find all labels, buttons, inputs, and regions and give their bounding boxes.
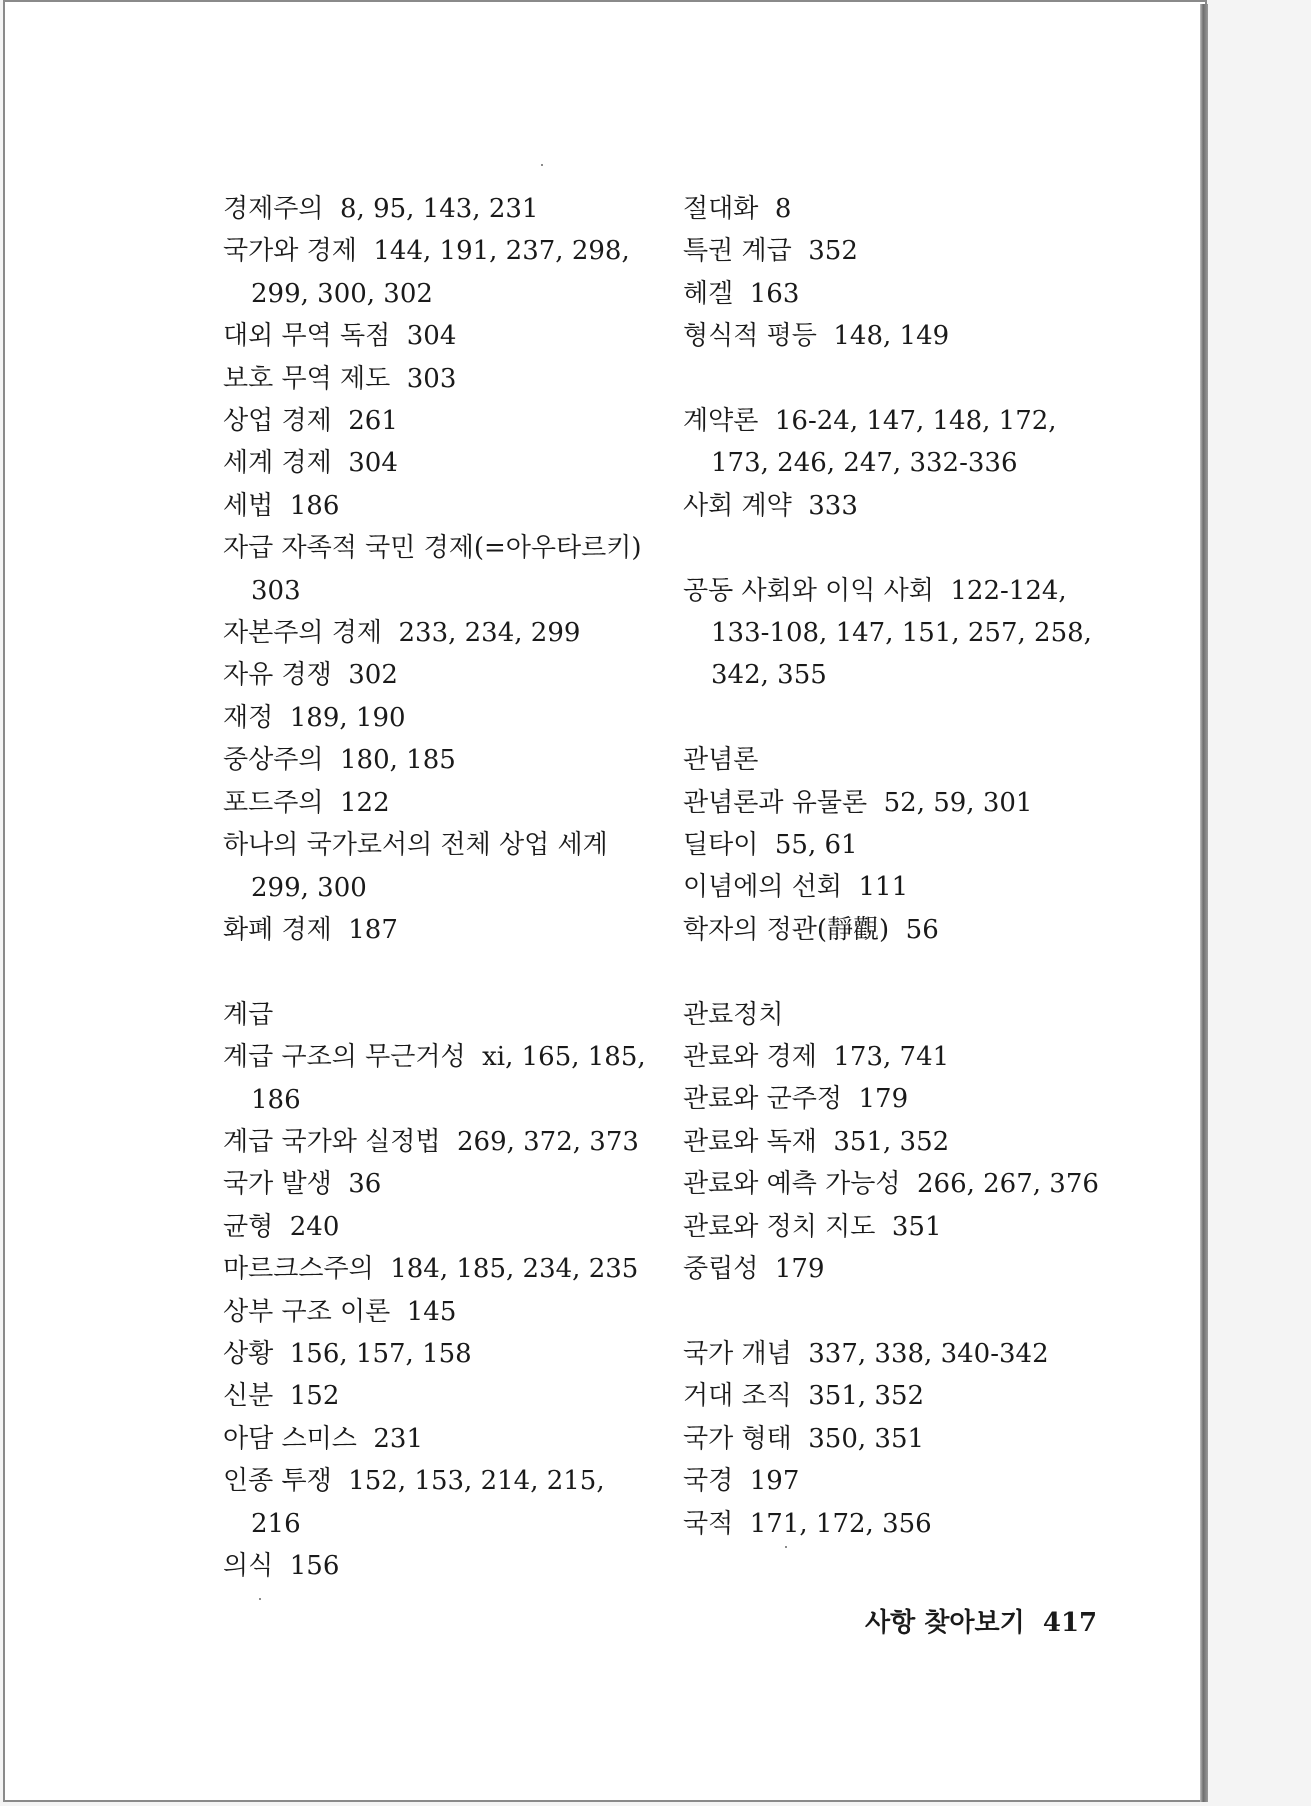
index-entry: 사회 계약 333 <box>683 490 858 521</box>
section-gap <box>683 951 1113 993</box>
index-heading: 계급 <box>223 999 274 1030</box>
index-entry: 관료와 경제 173, 741 <box>683 1042 950 1073</box>
index-entry: 화폐 경제 187 <box>223 914 398 945</box>
index-entry: 국경 197 <box>683 1466 800 1497</box>
scan-speck <box>259 1598 261 1600</box>
index-entry: 관념론과 유물론 52, 59, 301 <box>683 787 1033 818</box>
index-entry: 헤겔 163 <box>683 278 800 309</box>
index-entry: 관료와 예측 가능성 266, 267, 376 <box>683 1169 1099 1200</box>
index-entry: 절대화 8 <box>683 194 792 224</box>
index-entry: 신분 152 <box>223 1381 340 1412</box>
index-entry: 아담 스미스 231 <box>223 1423 424 1454</box>
index-entry: 마르크스주의 184, 185, 234, 235 <box>223 1254 639 1285</box>
index-entry: 대외 무역 독점 304 <box>223 321 457 352</box>
index-column-right <box>683 188 1113 1545</box>
section-gap <box>683 358 1113 400</box>
index-entry: 이념에의 선회 111 <box>683 872 909 903</box>
index-entry: 균형 240 <box>223 1211 340 1242</box>
index-entry: 국가 발생 36 <box>223 1169 382 1200</box>
page-edge-shadow <box>1200 4 1208 1802</box>
index-entry: 상황 156, 157, 158 <box>223 1338 472 1369</box>
index-entry: 자본주의 경제 233, 234, 299 <box>223 618 581 649</box>
index-entry: 경제주의 8, 95, 143, 231 <box>223 194 539 224</box>
section-gap <box>223 951 653 993</box>
index-entry: 관료와 정치 지도 351 <box>683 1211 942 1242</box>
index-heading: 관료정치 <box>683 999 784 1030</box>
index-entry: 상업 경제 261 <box>223 406 398 437</box>
index-entry: 형식적 평등 148, 149 <box>683 321 950 352</box>
section-gap <box>683 527 1113 569</box>
index-entry: 관료와 군주정 179 <box>683 1084 909 1115</box>
index-heading: 관념론 <box>683 745 759 776</box>
index-entry: 자급 자족적 국민 경제(=아우타르키) 303 <box>223 533 650 606</box>
page-footer: 사항 찾아보기 417 <box>865 1608 1098 1638</box>
index-entry: 자유 경쟁 302 <box>223 660 398 691</box>
index-entry: 국가와 경제 144, 191, 237, 298, 299, 300, 302 <box>223 236 638 309</box>
section-gap <box>683 697 1113 739</box>
scan-speck <box>541 164 543 166</box>
index-entry: 상부 구조 이론 145 <box>223 1296 457 1327</box>
index-entry: 보호 무역 제도 303 <box>223 363 457 394</box>
index-entry: 인종 투쟁 152, 153, 214, 215, 216 <box>223 1466 613 1539</box>
index-entry: 국가 형태 350, 351 <box>683 1423 925 1454</box>
index-entry: 세법 186 <box>223 490 340 521</box>
index-entry: 의식 156 <box>223 1550 340 1581</box>
index-entry: 계약론 16-24, 147, 148, 172, 173, 246, 247, 332-336 <box>683 406 1065 479</box>
index-entry: 국가 개념 337, 338, 340-342 <box>683 1338 1049 1369</box>
index-entry: 국적 171, 172, 356 <box>683 1508 932 1539</box>
index-column-left <box>223 188 653 1587</box>
index-entry: 세계 경제 304 <box>223 448 398 479</box>
book-page <box>3 0 1207 1802</box>
index-entry: 중상주의 180, 185 <box>223 745 456 776</box>
index-entry: 딜타이 55, 61 <box>683 830 858 861</box>
index-entry: 특권 계급 352 <box>683 236 858 267</box>
index-entry: 관료와 독재 351, 352 <box>683 1126 950 1157</box>
section-gap <box>683 1291 1113 1333</box>
index-entry: 학자의 정관(靜觀) 56 <box>683 914 939 945</box>
index-entry: 공동 사회와 이익 사회 122-124, 133-108, 147, 151, 257, 258, 342, 355 <box>683 575 1101 691</box>
index-entry: 계급 국가와 실정법 269, 372, 373 <box>223 1126 639 1157</box>
scan-speck <box>785 1546 787 1548</box>
index-entry: 거대 조직 351, 352 <box>683 1381 925 1412</box>
index-entry: 포드주의 122 <box>223 787 390 818</box>
index-entry: 하나의 국가로서의 전체 상업 세계 299, 300 <box>223 830 616 903</box>
index-entry: 재정 189, 190 <box>223 702 406 733</box>
index-entry: 계급 구조의 무근거성 xi, 165, 185, 186 <box>223 1042 654 1115</box>
index-entry: 중립성 179 <box>683 1254 825 1285</box>
